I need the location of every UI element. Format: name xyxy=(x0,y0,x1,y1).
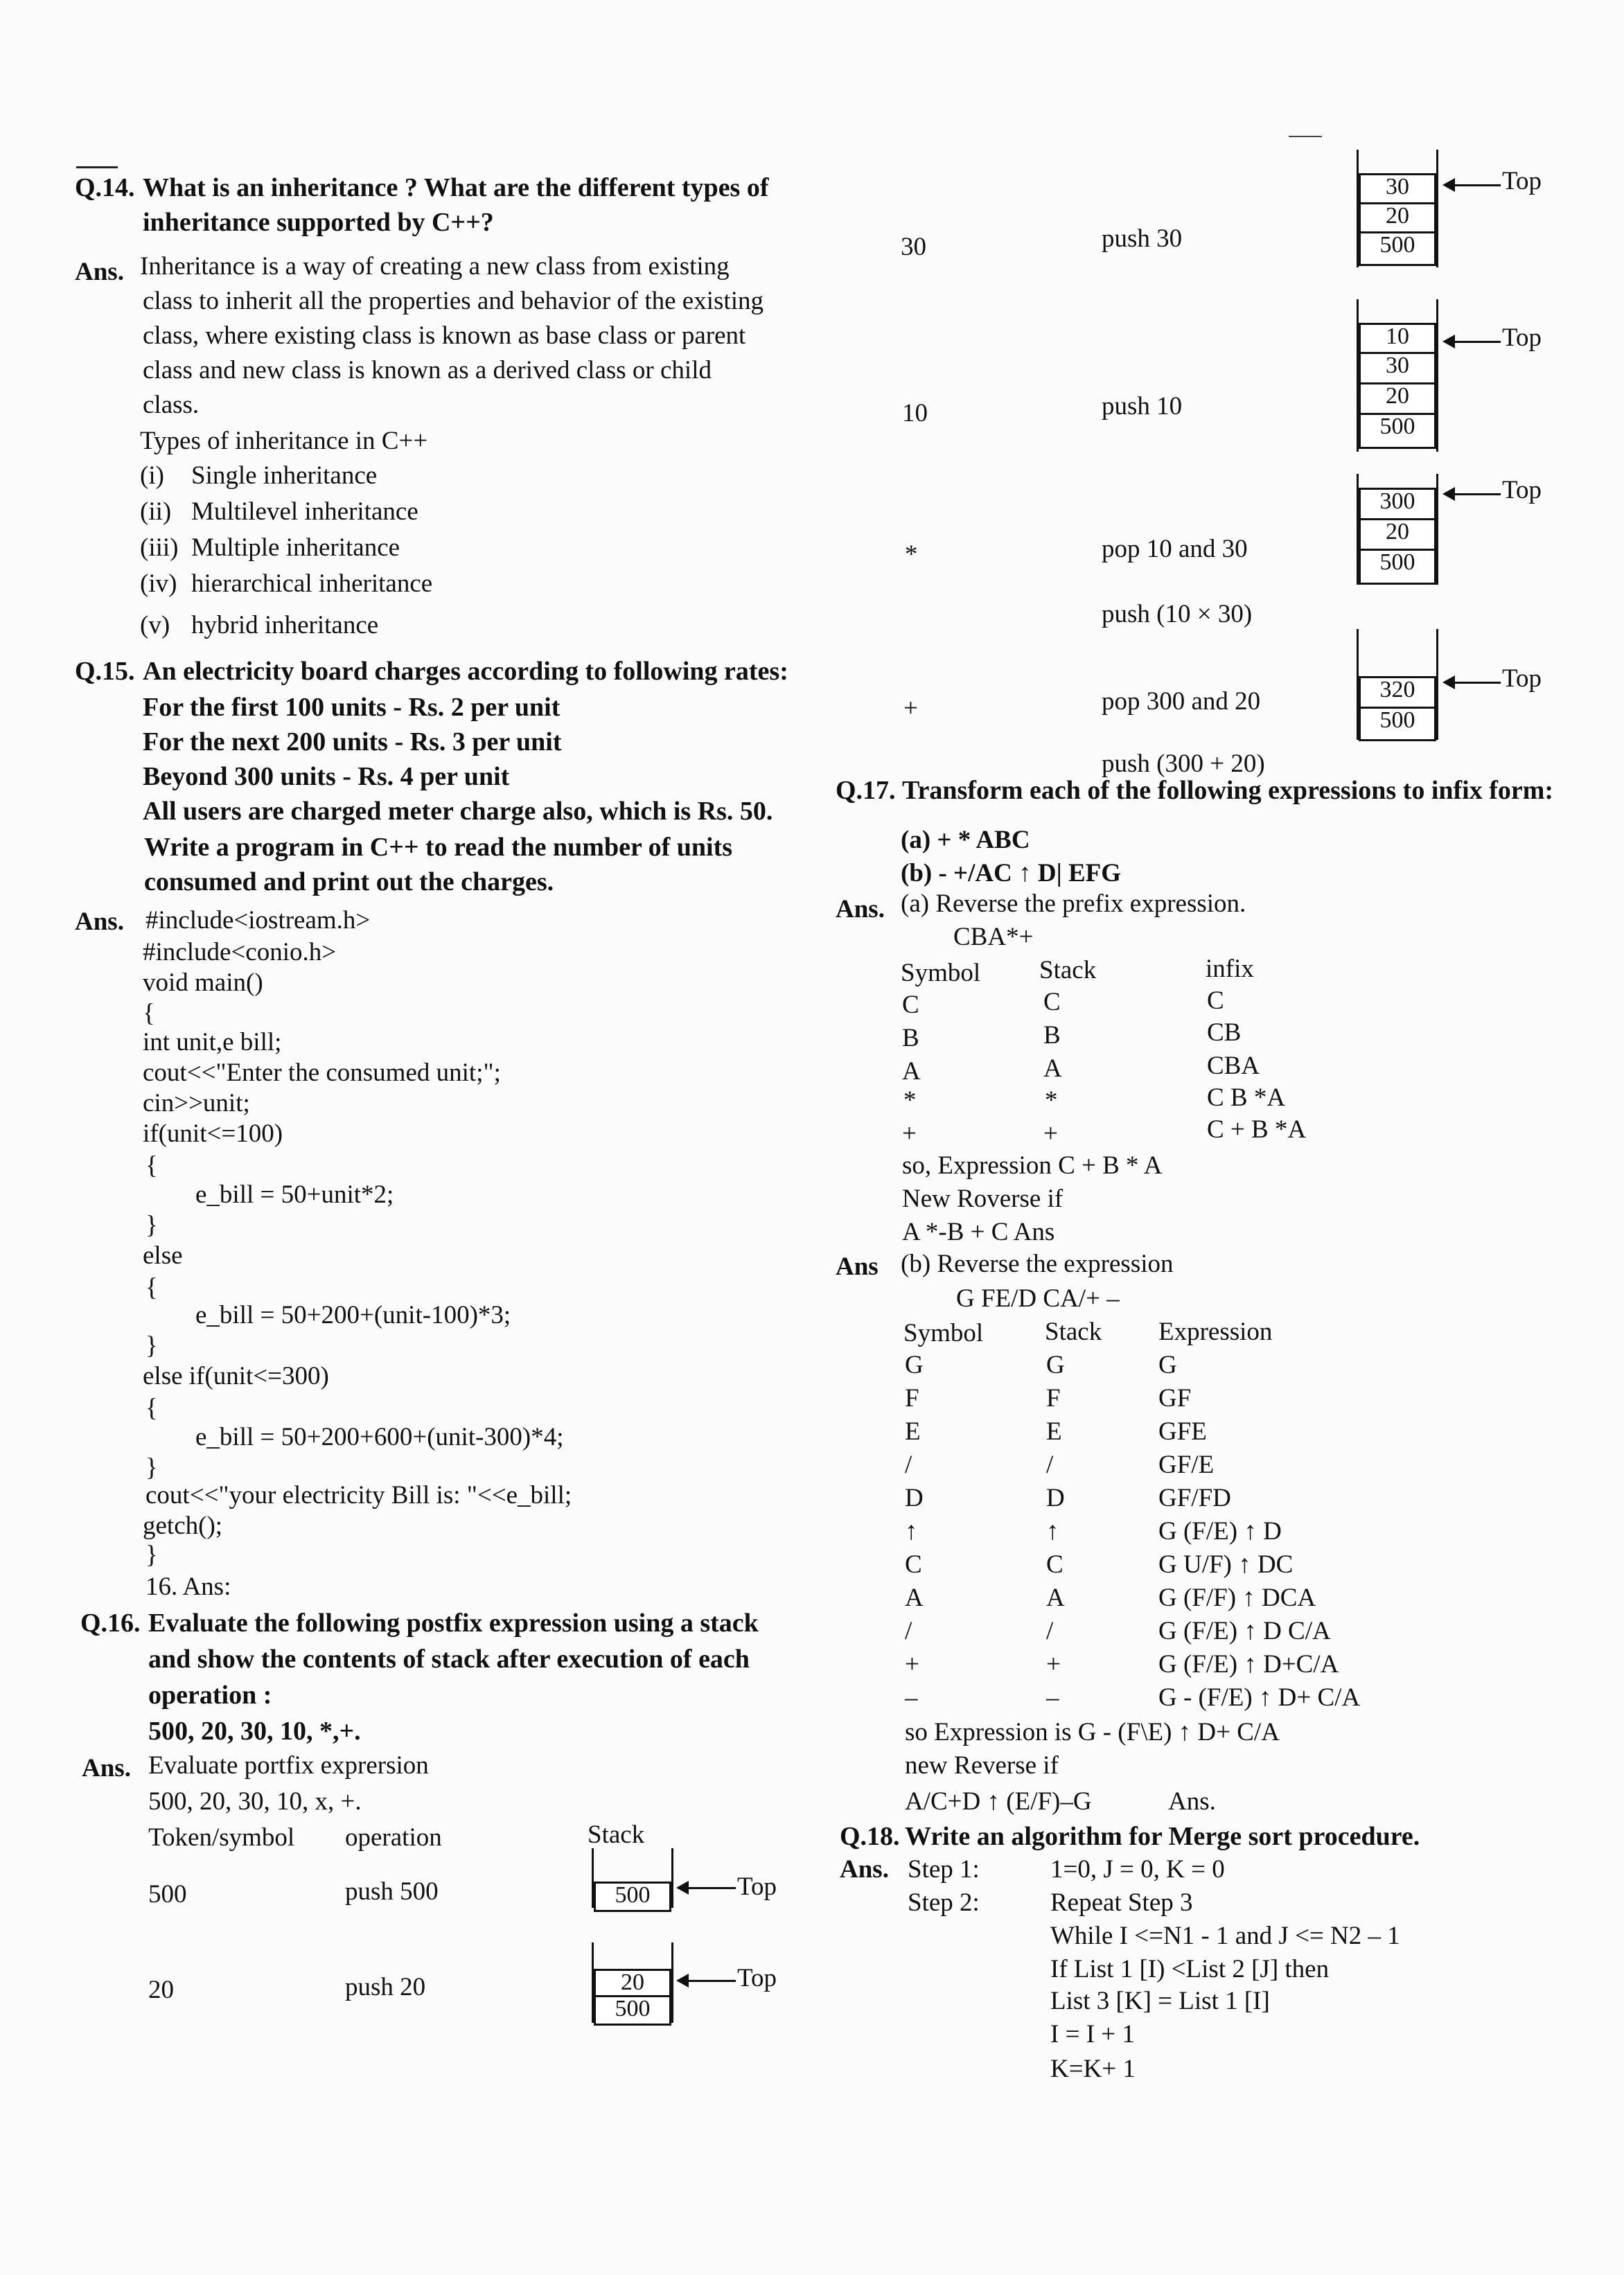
q16-ans-label: Ans. xyxy=(82,1754,131,1782)
table-cell: GF/E xyxy=(1158,1451,1215,1479)
table-cell: C B *A xyxy=(1207,1083,1286,1112)
q18-label: Q.18. xyxy=(840,1822,900,1851)
stack-cell: 30 xyxy=(1359,173,1436,206)
table-cell: CB xyxy=(1207,1018,1242,1047)
code-line: e_bill = 50+200+600+(unit-300)*4; xyxy=(195,1423,564,1451)
row-operation-2: push (10 × 30) xyxy=(1102,600,1253,628)
table-cell: G (F/E) ↑ D+C/A xyxy=(1158,1650,1339,1679)
q17-b-answer-word: Ans. xyxy=(1168,1787,1216,1816)
table-cell: C + B *A xyxy=(1207,1115,1307,1144)
table-header: infix xyxy=(1206,955,1254,983)
q17-a-title: (a) Reverse the prefix expression. xyxy=(901,889,1246,918)
q17-b-title: (b) Reverse the expression xyxy=(901,1250,1174,1278)
table-cell: B xyxy=(902,1024,919,1052)
code-line: if(unit<=100) xyxy=(143,1119,283,1148)
stack-cell: 10 xyxy=(1359,323,1436,356)
code-line: } xyxy=(145,1541,158,1569)
top-arrow-icon xyxy=(1445,682,1501,684)
q18-ans-label: Ans. xyxy=(840,1855,889,1884)
table-cell: F xyxy=(905,1384,919,1413)
q14-answer-line: Inheritance is a way of creating a new class from existing xyxy=(140,252,730,281)
q16-answer-line2: 500, 20, 30, 10, x, +. xyxy=(148,1787,362,1816)
stack-cell: 20 xyxy=(1359,518,1436,553)
code-line: void main() xyxy=(143,968,263,997)
table-cell: G xyxy=(905,1351,924,1379)
type-label: Multilevel inheritance xyxy=(191,497,418,526)
scan-mark xyxy=(1289,136,1322,137)
code-line: { xyxy=(145,1273,158,1302)
top-arrow-icon xyxy=(1445,184,1501,186)
top-label: Top xyxy=(1502,664,1542,693)
table-header: Symbol xyxy=(903,1319,984,1347)
row-operation: push 30 xyxy=(1102,224,1183,253)
q14-answer-line: class to inherit all the properties and behavior of the existing xyxy=(143,287,764,315)
stack-header-stack: Stack xyxy=(588,1821,645,1849)
table-cell: A xyxy=(905,1584,924,1612)
stack-diagram xyxy=(592,1942,673,2023)
stack-cell: 500 xyxy=(1359,549,1436,585)
type-number: (v) xyxy=(140,611,170,639)
q14-answer-line: class and new class is known as a derived class or child xyxy=(143,356,712,384)
table-cell: A xyxy=(1043,1054,1062,1083)
table-cell: F xyxy=(1046,1384,1061,1413)
code-line: 16. Ans: xyxy=(145,1573,231,1601)
code-line: cin>>unit; xyxy=(143,1089,250,1117)
row-token: 500 xyxy=(148,1880,187,1909)
table-cell: / xyxy=(905,1451,912,1479)
q17-a-reversed: CBA*+ xyxy=(953,923,1034,951)
q18-step1-label: Step 1: xyxy=(908,1855,980,1884)
q17-b-reversed: G FE/D CA/+ – xyxy=(956,1284,1120,1313)
stack-cell: 20 xyxy=(1359,382,1436,417)
stack-diagram xyxy=(1357,474,1438,585)
q17-ans-label: Ans. xyxy=(836,895,885,923)
table-cell: – xyxy=(1046,1683,1059,1712)
stack-header-operation: operation xyxy=(345,1823,442,1852)
table-cell: A xyxy=(1046,1584,1065,1612)
stack-cell: 300 xyxy=(1359,488,1436,522)
q16-label: Q.16. xyxy=(80,1609,141,1638)
row-token: 30 xyxy=(901,233,926,261)
row-operation: push 500 xyxy=(345,1877,439,1906)
top-label: Top xyxy=(737,1964,777,1992)
table-cell: G - (F/E) ↑ D+ C/A xyxy=(1158,1683,1361,1712)
stack-cell: 500 xyxy=(594,1882,671,1912)
q15-question-line: For the first 100 units - Rs. 2 per unit xyxy=(143,693,561,722)
q18-question: Write an algorithm for Merge sort procedure. xyxy=(905,1822,1420,1851)
stack-diagram xyxy=(1357,150,1438,267)
stack-cell: 30 xyxy=(1359,352,1436,387)
stack-cell: 20 xyxy=(594,1969,671,1999)
scan-mark xyxy=(76,166,118,168)
q17-question: Transform each of the following expressions to infix form: xyxy=(902,776,1554,805)
table-cell: * xyxy=(1045,1086,1058,1115)
table-cell: C xyxy=(1043,988,1061,1016)
table-cell: + xyxy=(905,1650,919,1679)
q15-question-line: Write a program in C++ to read the number of units xyxy=(144,833,733,862)
type-number: (ii) xyxy=(140,497,172,526)
stack-diagram xyxy=(592,1848,673,1908)
q17-part-a: (a) + * ABC xyxy=(901,826,1030,854)
table-cell: GF/FD xyxy=(1158,1484,1231,1512)
type-number: (i) xyxy=(140,461,164,490)
stack-diagram xyxy=(1357,629,1438,740)
row-operation: push 10 xyxy=(1102,392,1183,421)
table-cell: / xyxy=(1046,1617,1054,1645)
table-cell: CBA xyxy=(1207,1052,1260,1080)
stack-cell: 500 xyxy=(1359,231,1436,266)
q18-step2-label: Step 2: xyxy=(908,1888,980,1917)
q14-ans-label: Ans. xyxy=(75,258,124,286)
q18-step2-line: K=K+ 1 xyxy=(1050,2055,1136,2083)
table-cell: C xyxy=(1046,1550,1063,1579)
q17-a-answer: A *-B + C Ans xyxy=(902,1218,1055,1246)
table-cell: G xyxy=(1158,1351,1177,1379)
code-line: cout<<"your electricity Bill is: "<<e_bill; xyxy=(145,1481,572,1510)
code-line: { xyxy=(145,1394,158,1422)
q17-a-new: New Roverse if xyxy=(902,1185,1063,1213)
q17-b-so: so Expression is G - (F\E) ↑ D+ C/A xyxy=(905,1718,1280,1746)
q18-step2-line: While I <=N1 - 1 and J <= N2 – 1 xyxy=(1050,1922,1400,1950)
q15-ans-label: Ans. xyxy=(75,908,124,936)
stack-cell: 500 xyxy=(594,1995,671,2026)
code-line: { xyxy=(143,999,155,1027)
code-line: int unit,e bill; xyxy=(143,1028,282,1056)
type-number: (iii) xyxy=(140,533,179,562)
top-arrow-icon xyxy=(1445,493,1501,495)
q18-step1-text: 1=0, J = 0, K = 0 xyxy=(1050,1855,1225,1884)
code-line: e_bill = 50+200+(unit-100)*3; xyxy=(195,1301,511,1329)
code-line: else xyxy=(143,1241,183,1270)
type-label: hierarchical inheritance xyxy=(191,569,433,598)
table-cell: E xyxy=(1046,1417,1062,1446)
q17-b-answer: A/C+D ↑ (E/F)–G xyxy=(905,1787,1092,1816)
q14-question-line1: What is an inheritance ? What are the different types of xyxy=(143,173,769,202)
table-cell: G (F/E) ↑ D C/A xyxy=(1158,1617,1331,1645)
q14-types-title: Types of inheritance in C++ xyxy=(140,427,428,455)
code-line: #include<iostream.h> xyxy=(145,906,371,935)
q16-answer-line1: Evaluate portfix exprersion xyxy=(148,1751,429,1780)
code-line: } xyxy=(145,1331,158,1360)
top-label: Top xyxy=(1502,167,1542,195)
q17-b-new: new Reverse if xyxy=(905,1751,1059,1780)
table-cell: GFE xyxy=(1158,1417,1207,1446)
q18-step2-line: List 3 [K] = List 1 [I] xyxy=(1050,1987,1270,2015)
row-token: 20 xyxy=(148,1976,174,2004)
q15-label: Q.15. xyxy=(75,657,135,686)
top-label: Top xyxy=(1502,324,1542,352)
code-line: { xyxy=(145,1151,158,1180)
stack-diagram xyxy=(1357,299,1438,452)
table-header: Symbol xyxy=(901,959,981,987)
stack-cell: 500 xyxy=(1359,707,1436,741)
q16-question-line: 500, 20, 30, 10, *,+. xyxy=(148,1717,361,1746)
table-cell: + xyxy=(1043,1119,1058,1148)
q16-question-line: operation : xyxy=(148,1681,272,1710)
code-line: } xyxy=(145,1453,158,1482)
table-cell: * xyxy=(903,1086,917,1115)
q17-part-b: (b) - +/AC ↑ D| EFG xyxy=(901,859,1122,887)
q17-b-label: Ans xyxy=(836,1252,879,1281)
table-cell: C xyxy=(1207,986,1224,1015)
stack-header-token: Token/symbol xyxy=(148,1823,295,1852)
table-cell: D xyxy=(1046,1484,1065,1512)
code-line: getch(); xyxy=(143,1512,223,1540)
table-cell: D xyxy=(905,1484,924,1512)
table-cell: GF xyxy=(1158,1384,1192,1413)
table-header: Expression xyxy=(1158,1318,1273,1346)
row-operation: pop 10 and 30 xyxy=(1102,535,1248,563)
type-label: Multiple inheritance xyxy=(191,533,400,562)
row-operation: push 20 xyxy=(345,1973,426,2001)
table-cell: ↑ xyxy=(905,1517,918,1546)
type-number: (iv) xyxy=(140,569,177,598)
table-cell: A xyxy=(902,1057,921,1086)
q15-question-line: For the next 200 units - Rs. 3 per unit xyxy=(143,727,562,756)
row-token: 10 xyxy=(902,399,928,427)
q15-question-line: Beyond 300 units - Rs. 4 per unit xyxy=(143,762,510,791)
code-line: e_bill = 50+unit*2; xyxy=(195,1180,394,1209)
top-arrow-icon xyxy=(679,1887,736,1889)
row-operation-2: push (300 + 20) xyxy=(1102,750,1265,778)
code-line: } xyxy=(145,1211,158,1239)
table-cell: C xyxy=(905,1550,922,1579)
table-header: Stack xyxy=(1045,1318,1102,1346)
code-line: else if(unit<=300) xyxy=(143,1362,329,1390)
type-label: Single inheritance xyxy=(191,461,378,490)
top-arrow-icon xyxy=(679,1980,736,1982)
q17-label: Q.17. xyxy=(836,776,896,805)
row-operation: pop 300 and 20 xyxy=(1102,687,1261,716)
stack-cell: 20 xyxy=(1359,202,1436,236)
table-cell: G (F/E) ↑ D xyxy=(1158,1517,1282,1546)
q14-answer-line: class. xyxy=(143,391,200,419)
table-cell: + xyxy=(902,1119,917,1148)
top-arrow-icon xyxy=(1445,341,1501,343)
table-cell: C xyxy=(902,991,919,1019)
top-label: Top xyxy=(737,1873,777,1901)
table-cell: G xyxy=(1046,1351,1065,1379)
q18-step2-line: Repeat Step 3 xyxy=(1050,1888,1193,1917)
q17-a-so: so, Expression C + B * A xyxy=(902,1151,1163,1180)
q14-question-line2: inheritance supported by C++? xyxy=(143,208,494,237)
top-label: Top xyxy=(1502,476,1542,504)
q14-answer-line: class, where existing class is known as base class or parent xyxy=(143,321,746,350)
q15-question-line: All users are charged meter charge also, which is Rs. 50. xyxy=(143,797,773,826)
table-cell: ↑ xyxy=(1046,1517,1059,1546)
q16-question-line: and show the contents of stack after execution of each xyxy=(148,1645,750,1674)
table-cell: G (F/F) ↑ DCA xyxy=(1158,1584,1316,1612)
q16-question-line: Evaluate the following postfix expression using a stack xyxy=(148,1609,759,1638)
code-line: #include<conio.h> xyxy=(143,938,337,966)
table-cell: G U/F) ↑ DC xyxy=(1158,1550,1294,1579)
q15-question-line: consumed and print out the charges. xyxy=(144,867,554,896)
stack-cell: 320 xyxy=(1359,676,1436,711)
q18-step2-line: If List 1 [I) <List 2 [J] then xyxy=(1050,1955,1330,1983)
stack-cell: 500 xyxy=(1359,413,1436,449)
table-cell: / xyxy=(1046,1451,1054,1479)
table-cell: + xyxy=(1046,1650,1061,1679)
table-cell: B xyxy=(1043,1021,1061,1050)
table-cell: E xyxy=(905,1417,921,1446)
q14-label: Q.14. xyxy=(75,173,135,202)
q15-question-line: An electricity board charges according to following rates: xyxy=(143,657,788,686)
table-cell: / xyxy=(905,1617,912,1645)
type-label: hybrid inheritance xyxy=(191,611,379,639)
code-line: cout<<"Enter the consumed unit;"; xyxy=(143,1059,501,1087)
table-cell: – xyxy=(905,1683,918,1712)
q18-step2-line: I = I + 1 xyxy=(1050,2020,1135,2048)
row-token: * xyxy=(905,540,918,569)
row-token: + xyxy=(903,694,918,723)
table-header: Stack xyxy=(1039,956,1097,984)
